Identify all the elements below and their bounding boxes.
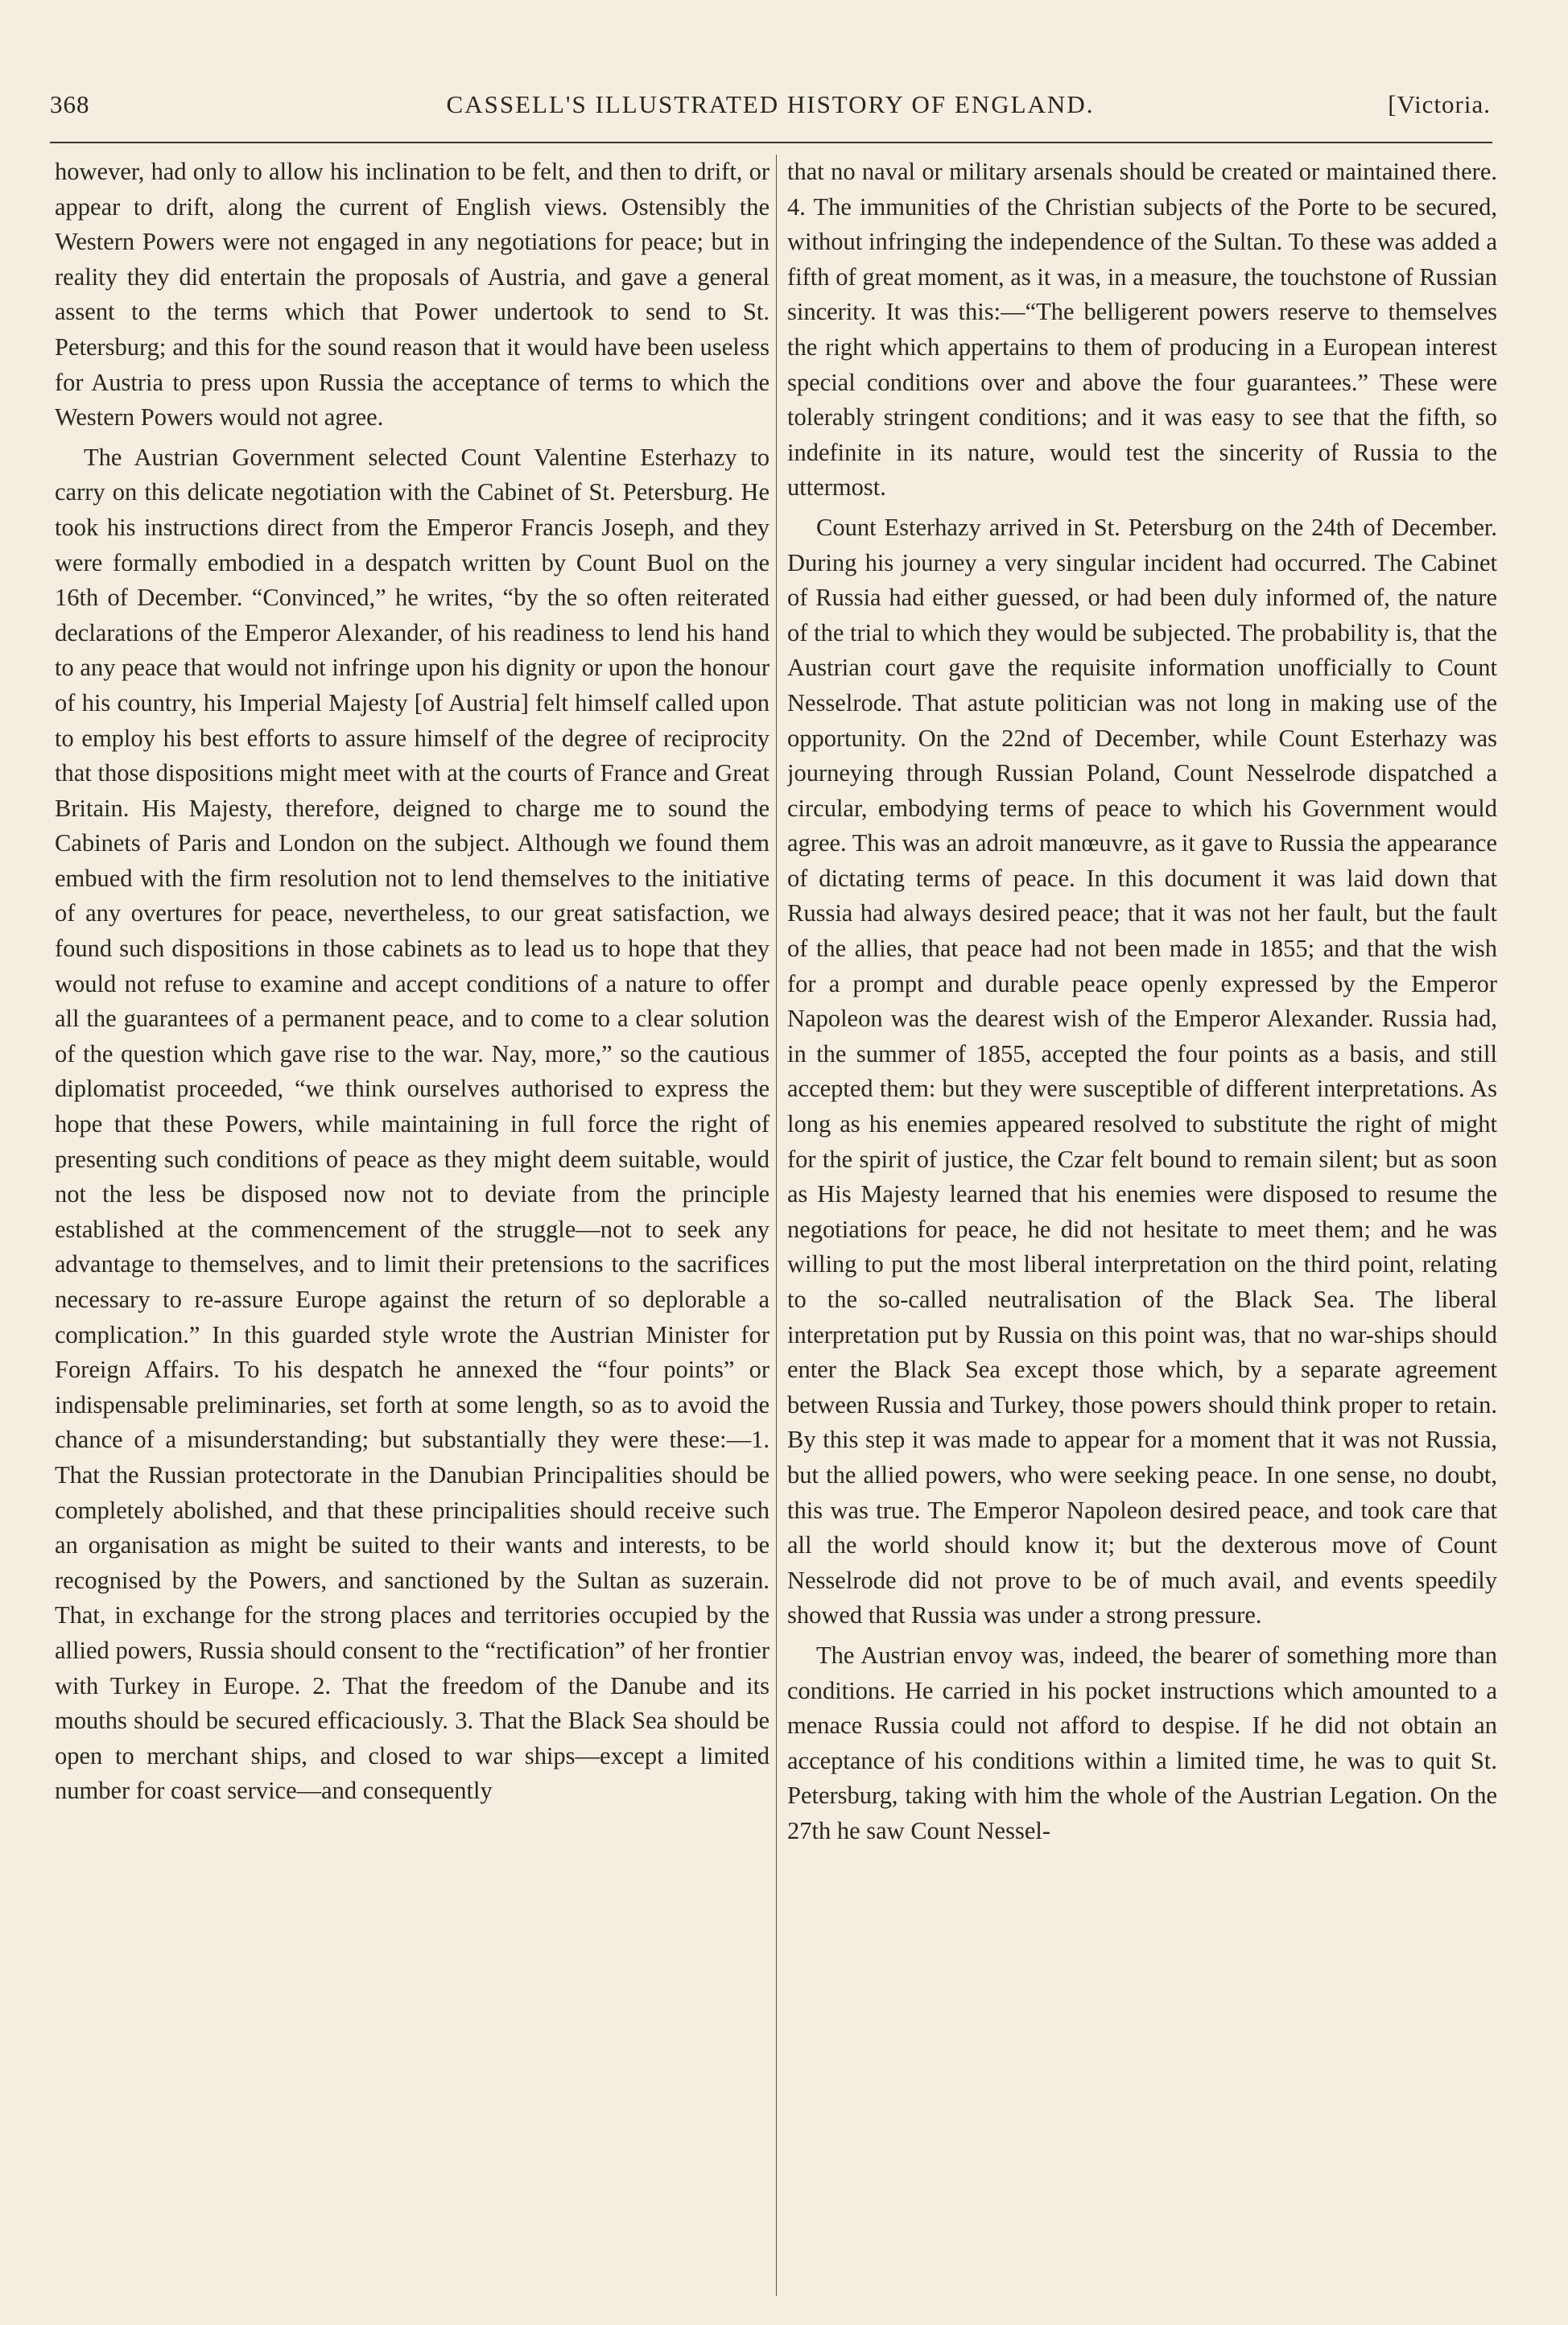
running-title: CASSELL'S ILLUSTRATED HISTORY OF ENGLAND. [446, 90, 1095, 118]
paragraph: Count Esterhazy arrived in St. Petersburg on the 24th of December. During his journey a very singular incident had occurred. The Cabinet of Russia had either guessed, or had been duly informed of, the nature of the trial to which they would be subjected. The probability is, that the Austrian court gave the requisite information unofficially to Count Nesselrode. That astute politician was not long in making use of the opportunity. On the 22nd of December, while Count Esterhazy was journeying through Russian Poland, Count Nesselrode dispatched a circular, embodying terms of peace to which his Government would agree. This was an adroit manœuvre, as it gave to Russia the appearance of dictating terms of peace. In this document it was laid down that Russia had always desired peace; that it was not her fault, but the fault of the allies, that peace had not been made in 1855; and that the wish for a prompt and durable peace openly expressed by the Emperor Napoleon was the dearest wish of the Emperor Alexander. Russia had, in the summer of 1855, accepted the four points as a basis, and still accepted them: but they were susceptible of different interpretations. As long as his enemies appeared resolved to substitute the right of might for the spirit of justice, the Czar felt bound to remain silent; but as soon as His Majesty learned that his enemies were disposed to resume the negotiations for peace, he did not hesitate to meet them; and he was willing to put the most liberal interpretation on the third point, relating to the so-called neutralisation of the Black Sea. The liberal interpretation put by Russia on this point was, that no war-ships should enter the Black Sea except those which, by a separate agreement between Russia and Turkey, those powers should think proper to retain. By this step it was made to appear for a moment that it was not Russia, but the allied powers, who were seeking peace. In one sense, no doubt, this was true. The Emperor Napoleon desired peace, and took care that all the world should know it; but the dexterous move of Count Nesselrode did not prove to be of much avail, and events speedily showed that Russia was under a strong pressure. [787, 513, 1497, 1629]
left-column [55, 155, 770, 2312]
paragraph: The Austrian envoy was, indeed, the bearer of something more than conditions. He carried in his pocket instructions which amounted to a menace Russia could not afford to despise. If he did not obtain an acceptance of his conditions within a limited time, he was to quit St. Petersburg, taking with him the whole of the Austrian Legation. On the 27th he saw Count Nessel- [787, 1641, 1497, 1844]
paragraph: however, had only to allow his inclination to be felt, and then to drift, or appear to drift, along the current of English views. Ostensibly the Western Powers were not engaged in any negotiations for peace; but in reality they did entertain the proposals of Austria, and gave a general assent to the terms which that Power undertook to send to St. Petersburg; and this for the sound reason that it would have been useless for Austria to press upon Russia the acceptance of terms to which the Western Powers would not agree. [55, 158, 770, 432]
paragraph: The Austrian Government selected Count Valentine Esterhazy to carry on this delicate negotiation with the Cabinet of St. Petersburg. He took his instructions direct from the Emperor Francis Joseph, and they were formally embodied in a despatch written by Count Buol on the 16th of December. “Convinced,” he writes, “by the so often reiterated declarations of the Emperor Alexander, of his readiness to lend his hand to any peace that would not infringe upon his dignity or upon the honour of his country, his Imperial Majesty [of Austria] felt himself called upon to employ his best efforts to assure himself of the degree of reciprocity that those dispositions might meet with at the courts of France and Great Britain. His Majesty, therefore, deigned to charge me to sound the Cabinets of Paris and London on the subject. Although we found them embued with the firm resolution not to lend themselves to the initiative of any overtures for peace, nevertheless, to our great satisfaction, we found such dispositions in those cabinets as to lead us to hope that they would not refuse to examine and accept conditions of a nature to offer all the guarantees of a permanent peace, and to come to a clear solution of the question which gave rise to the war. Nay, more,” so the cautious diplomatist proceeded, “we think ourselves authorised to express the hope that these Powers, while maintaining in full force the right of presenting such conditions of peace as they might deem suitable, would not the less be disposed now not to deviate from the principle established at the commencement of the struggle—not to seek any advantage to themselves, and to limit their pretensions to the sacrifices necessary to re-assure Europe against the return of so deplorable a complication.” In this guarded style wrote the Austrian Minister for Foreign Affairs. To his despatch he annexed the “four points” or indispensable preliminaries, set forth at some length, so as to avoid the chance of a misunderstanding; but substantially they were these:—1. That the Russian protectorate in the Danubian Principalities should be completely abolished, and that these principalities should receive such an organisation as might be suited to their wants and interests, to be recognised by the Powers, and sanctioned by the Sultan as suzerain. That, in exchange for the strong places and territories occupied by the allied powers, Russia should consent to the “rectification” of her frontier with Turkey in Europe. 2. That the freedom of the Danube and its mouths should be secured efficaciously. 3. That the Black Sea should be open to merchant ships, and closed to war ships—except a limited number for coast service—and consequently [55, 443, 770, 1805]
reign-label: [Victoria. [1388, 90, 1491, 118]
header-rule [50, 142, 1492, 143]
column-divider [776, 155, 777, 2296]
paragraph: that no naval or military arsenals should be created or maintained there. 4. The immunities of the Christian subjects of the Porte to be secured, without infringing the independence of the Sultan. To these was added a fifth of great moment, as it was, in a measure, the touchstone of Russian sincerity. It was this:—“The belligerent powers reserve to themselves the right which appertains to them of producing in a European interest special conditions over and above the four guarantees.” These were tolerably stringent conditions; and it was easy to see that the fifth, so indefinite in its nature, would test the sincerity of Russia to the uttermost. [787, 158, 1497, 502]
running-head [50, 90, 1491, 130]
page-number: 368 [50, 90, 90, 118]
right-column [787, 155, 1497, 2312]
